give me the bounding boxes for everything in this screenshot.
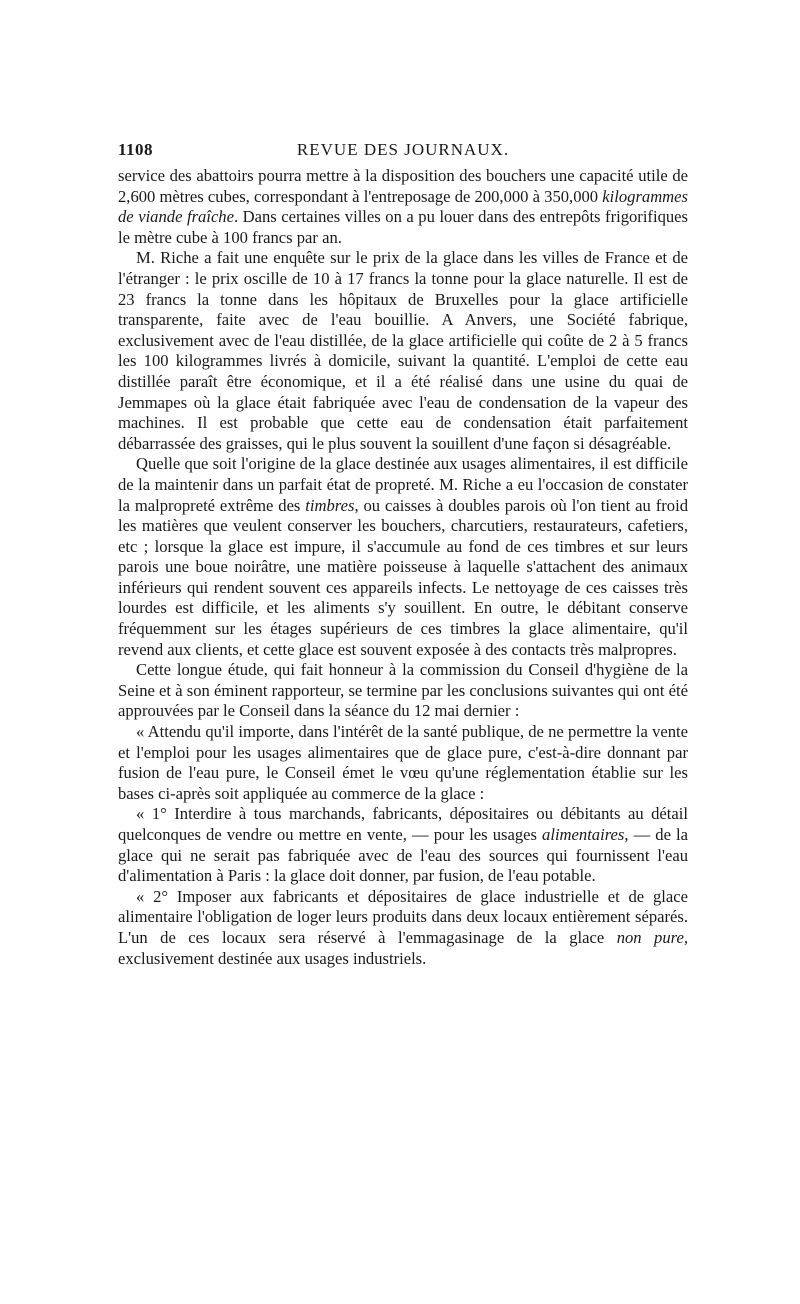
paragraph: « Attendu qu'il importe, dans l'intérêt de la santé publique, de ne permettre la vente et l'emploi pour les usages alimentaires que de glace pure, c'est-à-dire donnant par fusion de l'eau pure, le Conseil émet le vœu qu'une réglementation établie sur les bases ci-après soit appliquée au commerce de la glace : [118, 722, 688, 803]
italic-phrase: alimentaires [542, 825, 625, 844]
paragraph: « 2° Imposer aux fabricants et dépositaires de glace industrielle et de glace alimentaire l'obligation de loger leurs produits dans deux locaux entièrement séparés. L'un de ces locaux sera réservé à l'emmagasinage de la glace non pure, exclusivement destinée aux usages industriels. [118, 886, 688, 968]
page-number: 1108 [118, 140, 154, 159]
paragraph: « 1° Interdire à tous marchands, fabricants, dépositaires ou débitants au détail quelconques de vendre ou mettre en vente, — pour les usages alimentaires, — de la glace qui ne serait pas fabriquée avec de l'eau des sources qui fournissent l'eau d'alimentation à Paris : la glace doit donner, par fusion, de l'eau potable. [118, 804, 689, 886]
running-header [118, 140, 688, 166]
paragraph: M. Riche a fait une enquête sur le prix de la glace dans les villes de France et de l'étranger : le prix oscille de 10 à 17 francs la tonne pour la glace naturelle. Il est de 23 francs la tonne dans les hôpitaux de Bruxelles pour la glace artificielle transparente, faite avec de l'eau bouillie. A Anvers, une Société fabrique, exclusivement avec de l'eau distillée, de la glace artificielle qui coûte de 2 à 5 francs les 100 kilogrammes livrés à domicile, suivant la quantité. L'emploi de cette eau distillée paraît être économique, et il a été réalisé dans une usine du quai de Jemmapes où la glace était fabriquée avec l'eau de condensation de la vapeur des machines. Il est probable que cette eau de condensation était parfaitement débarrassée des graisses, qui le plus souvent la souillent d'une façon si désagréable. [118, 248, 688, 453]
paragraph: Quelle que soit l'origine de la glace destinée aux usages alimentaires, il est difficile de la maintenir dans un parfait état de propreté. M. Riche a eu l'occasion de constater la malpropreté extrême des timbres, ou caisses à doubles parois où l'on tient au froid les matières que veulent conserver les bouchers, charcutiers, restaurateurs, cafetiers, etc ; lorsque la glace est impure, il s'accumule au fond de ces timbres et sur leurs parois une boue noirâtre, une matière poisseuse à laquelle s'attachent des animaux inférieurs qui rendent souvent ces appareils infects. Le nettoyage de ces caisses très lourdes est difficile, et les aliments s'y souillent. En outre, le débitant conserve fréquemment sur les étages supérieurs de ces timbres la glace alimentaire, qu'il revend aux clients, et cette glace est souvent exposée à des contacts très malpropres. [118, 454, 688, 659]
italic-phrase: non pure [616, 927, 684, 947]
paragraph: Cette longue étude, qui fait honneur à la commission du Conseil d'hygiène de la Seine et à son éminent rapporteur, se termine par les conclusions suivantes qui ont été approuvées par le Conseil dans la séance du 12 mai dernier : [118, 660, 688, 721]
running-title: REVUE DES JOURNAUX. [296, 140, 510, 159]
paragraph: service des abattoirs pourra mettre à la disposition des bouchers une capacité utile de 2,600 mètres cubes, correspondant à l'entreposage de 200,000 à 350,000 kilogrammes de viande fraîche. Dans certaines villes on a pu louer dans des entrepôts frigorifiques le mètre cube à 100 francs par an. [118, 166, 688, 247]
italic-phrase: timbres [305, 495, 355, 515]
italic-phrase: kilogrammes de viande fraîche [118, 186, 688, 227]
document-page [118, 140, 688, 969]
body-text [118, 166, 688, 969]
